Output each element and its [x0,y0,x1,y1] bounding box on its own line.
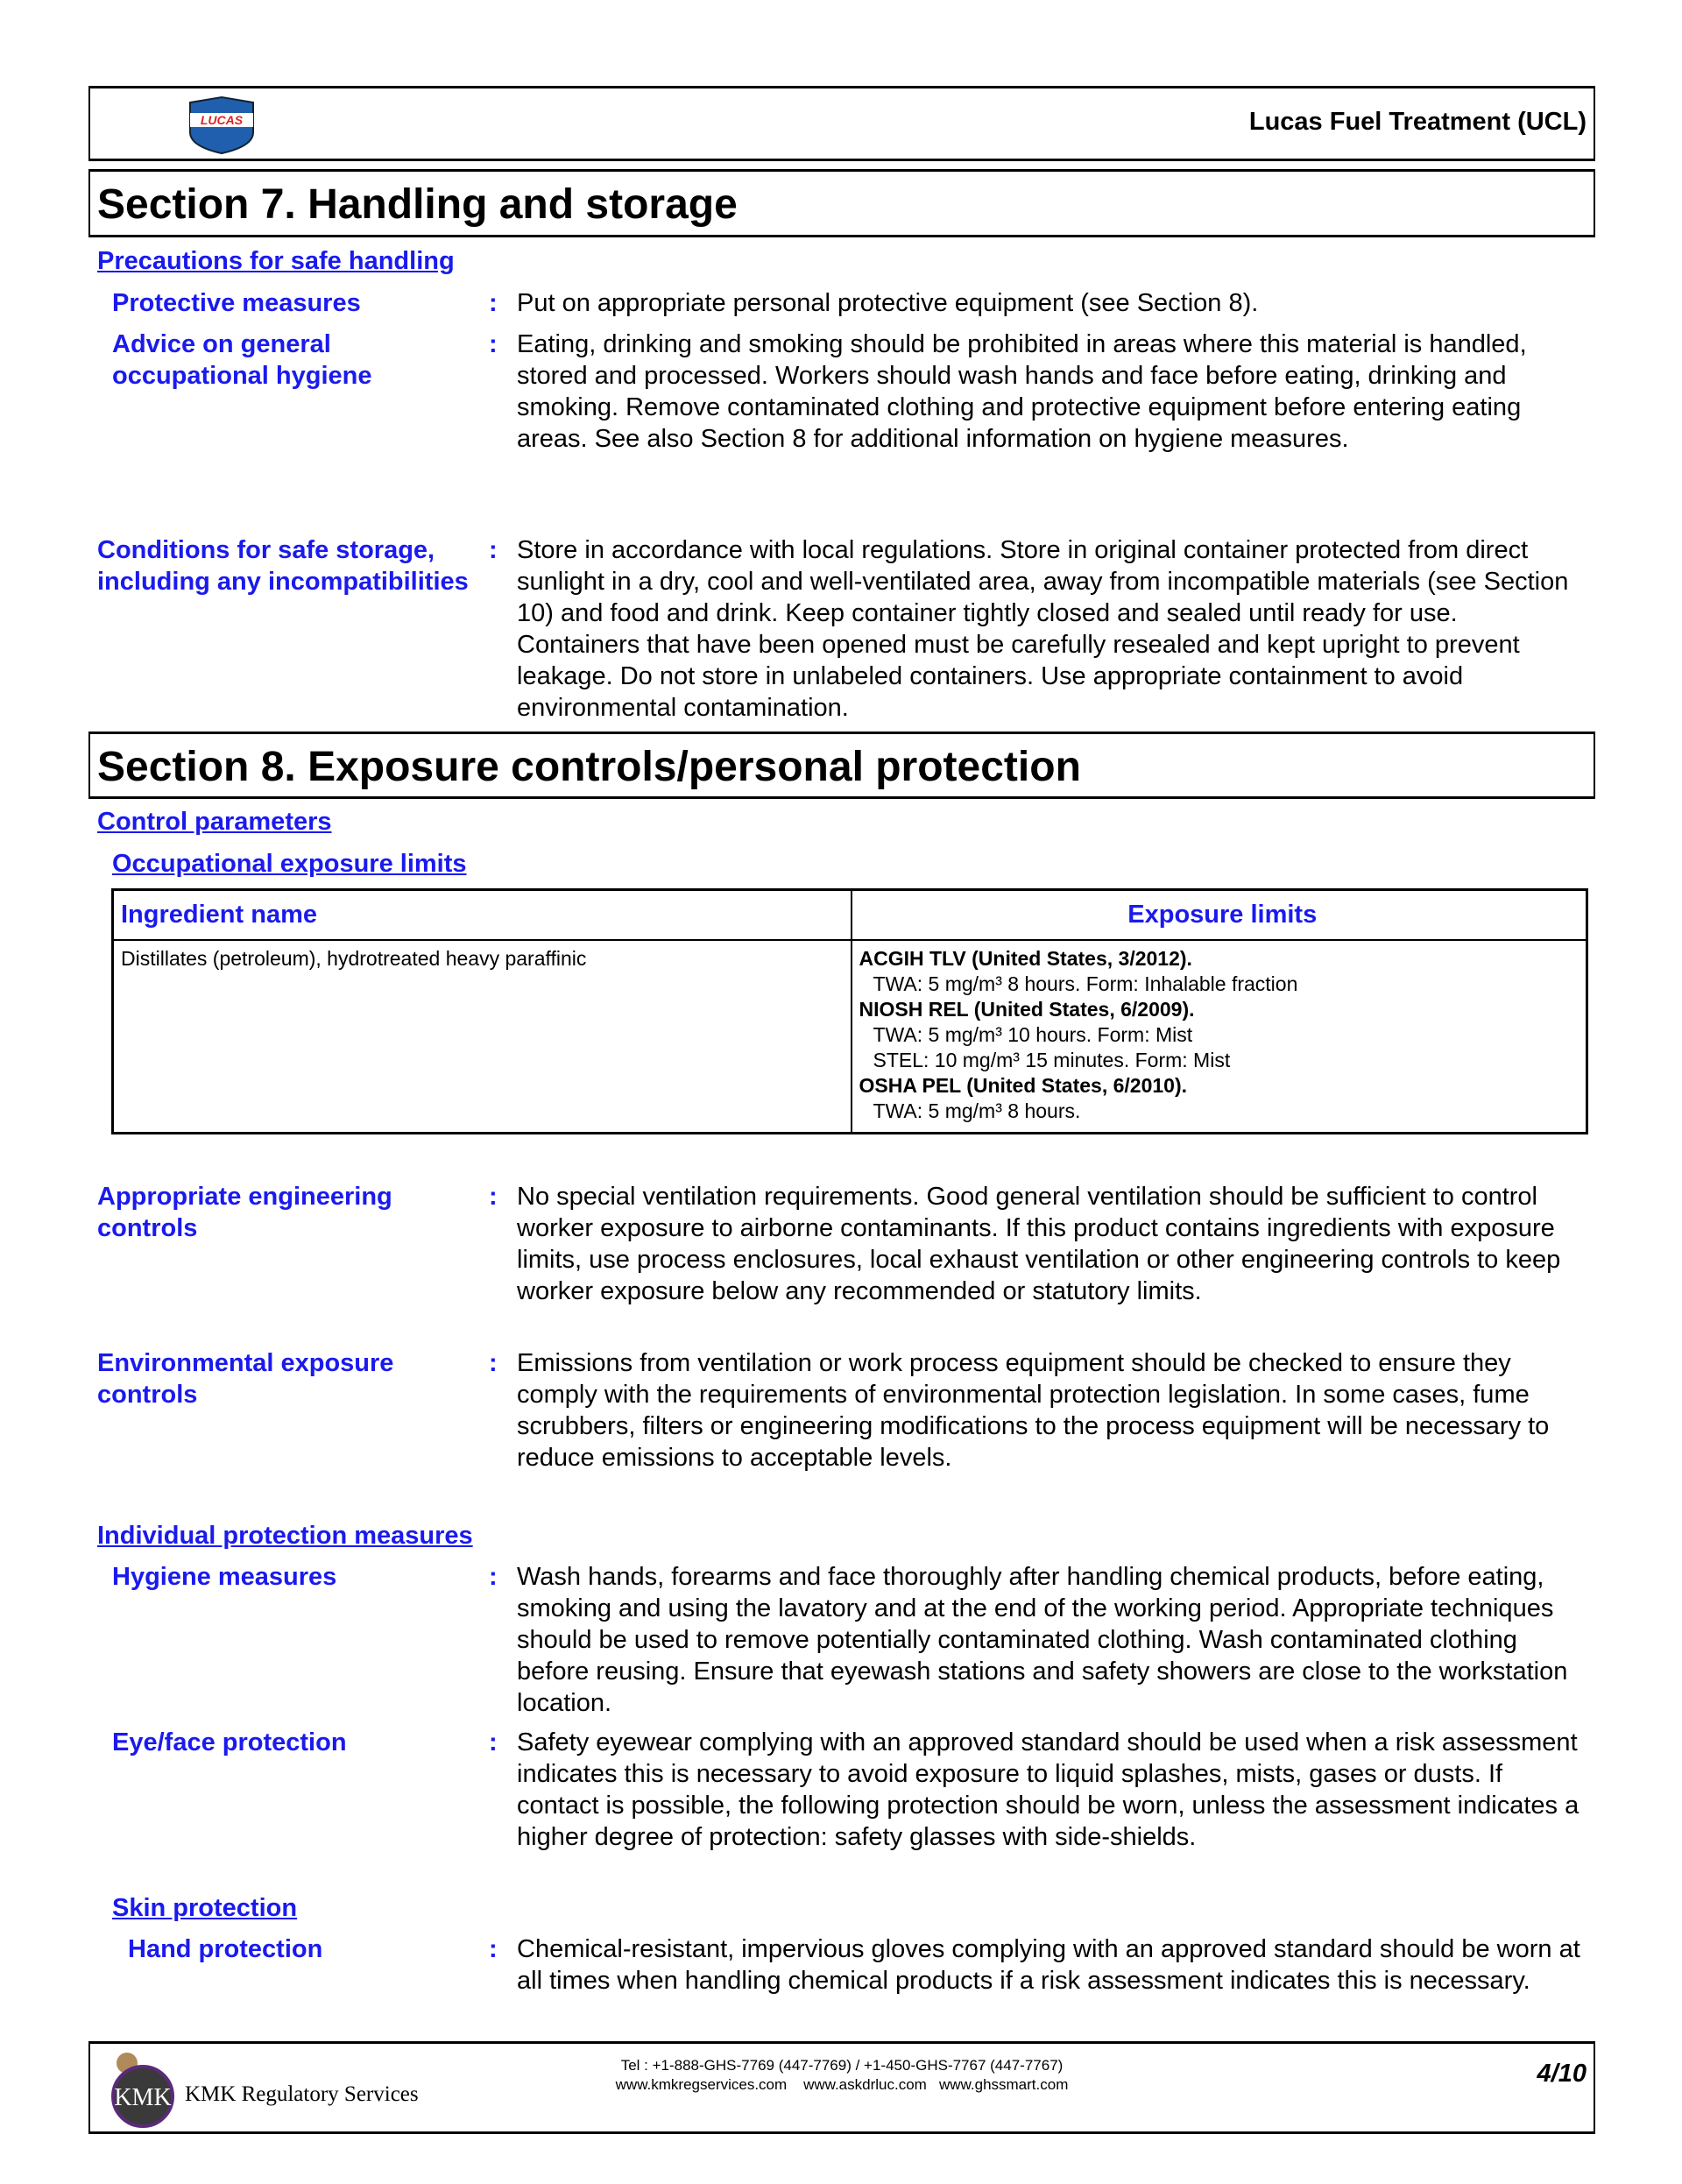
contact-info [90,2056,1594,2095]
storage-label: Conditions for safe storage, including any incompatibilities [97,536,469,596]
product-name: Lucas Fuel Treatment (UCL) [1248,108,1587,136]
eye-face-value: Safety eyewear complying with an approved standard should be used when a risk assessment indicates this is necessary to avoid exposure to liquid splashes, mists, gases or dusts. If contact is possible, the following protection should be worn, unless the assessment indicates a higher degree of protection: safety glasses with side-shields. [517,1728,1580,1851]
websites: www.kmkregservices.com www.askdrluc.com www.ghssmart.com [615,2076,1069,2093]
oel-heading: Occupational exposure limits [112,850,467,878]
eye-face-label: Eye/face protection [112,1728,347,1756]
engineering-controls-value: No special ventilation requirements. Good general ventilation should be sufficient to control worker exposure to airborne contaminants. If this product contains ingredients with exposure limits, use process enclosures, local exhaust ventilation or other engineering controls to keep worker exposure below any recommended or statutory limits. [517,1183,1561,1305]
hygiene-label: Hygiene measures [112,1563,337,1591]
svg-text:LUCAS: LUCAS [200,113,244,127]
skin-protection-heading: Skin protection [112,1894,298,1922]
limits-cell [852,940,1587,1134]
precautions-heading: Precautions for safe handling [97,247,455,275]
page-footer [88,2041,1595,2134]
limit-line: TWA: 5 mg/m³ 10 hours. Form: Mist [873,1022,1193,1046]
advice-label: Advice on general occupational hygiene [112,330,372,390]
hand-protection-label: Hand protection [128,1935,323,1963]
exposure-limits-table [111,888,1588,1134]
colon: : [489,1183,498,1211]
advice-value: Eating, drinking and smoking should be prohibited in areas where this material is handled, stored and processed. Workers should wash hands and face before eating, drinking and smoking. Remove contaminated clothing and protective equipment before entering eating areas. See also Section 8 for additional information on hygiene measures. [517,330,1527,453]
table-row [113,940,1587,1134]
limit-line: TWA: 5 mg/m³ 8 hours. Form: Inhalable fraction [873,972,1298,995]
colon: : [489,536,498,564]
hygiene-value: Wash hands, forearms and face thoroughly after handling chemical products, before eating, smoking and using the lavatory and at the end of the working period. Appropriate techniques should be used to remove potentially contaminated clothing. Wash contaminated clothing before reusing. Ensure that eyewash stations and safety showers are close to the workstation location. [517,1563,1568,1717]
hand-protection-value: Chemical-resistant, impervious gloves complying with an approved standard should be worn at all times when handling chemical products if a risk assessment indicates this is necessary. [517,1935,1580,1995]
limit-line: NIOSH REL (United States, 6/2009). [859,997,1195,1021]
ingredient-cell: Distillates (petroleum), hydrotreated heavy paraffinic [113,940,852,1134]
environmental-controls-value: Emissions from ventilation or work process equipment should be checked to ensure they comply with the requirements of environmental protection legislation. In some cases, fume scrubbers, filters or engineering modifications to the process equipment will be necessary to reduce emissions to acceptable levels. [517,1349,1550,1472]
limit-line: TWA: 5 mg/m³ 8 hours. [873,1099,1081,1122]
col-ingredient-name: Ingredient name [113,890,852,940]
storage-value: Store in accordance with local regulations. Store in original container protected from direct sunlight in a dry, cool and well-ventilated area, away from incompatible materials (see Section 10) and food and drink. Keep container tightly closed and sealed until ready for use. Containers that have been opened must be carefully resealed and kept upright to prevent leakage. Do not store in unlabeled containers. Use appropriate containment to avoid environmental contamination. [517,536,1569,722]
limit-line: STEL: 10 mg/m³ 15 minutes. Form: Mist [873,1048,1231,1071]
section-title: Section 8. Exposure controls/personal protection [97,744,1081,790]
individual-protection-heading: Individual protection measures [97,1522,473,1550]
control-parameters-heading: Control parameters [97,808,332,836]
section-7-header [88,169,1595,237]
section-title: Section 7. Handling and storage [97,181,738,228]
telephone: Tel : +1-888-GHS-7769 (447-7769) / +1-450-GHS-7767 (447-7767) [620,2057,1064,2074]
page-header [88,86,1595,161]
colon: : [489,1349,498,1377]
table-header-row [113,890,1587,940]
colon: : [489,330,498,358]
limit-line: ACGIH TLV (United States, 3/2012). [859,946,1192,970]
protective-measures-label: Protective measures [112,289,361,317]
colon: : [489,1728,498,1756]
col-exposure-limits: Exposure limits [852,890,1587,940]
lucas-logo [187,95,257,155]
limit-line: OSHA PEL (United States, 6/2010). [859,1073,1188,1097]
page-number: 4/10 [1537,2060,1587,2088]
protective-measures-value: Put on appropriate personal protective equipment (see Section 8). [517,289,1259,317]
colon: : [489,1935,498,1963]
environmental-controls-label: Environmental exposure controls [97,1349,394,1409]
colon: : [489,289,498,317]
engineering-controls-label: Appropriate engineering controls [97,1183,392,1242]
colon: : [489,1563,498,1591]
section-8-header [88,732,1595,799]
company-name: KMK Regulatory Services [185,2082,419,2106]
svg-text:KMK: KMK [114,2084,172,2111]
